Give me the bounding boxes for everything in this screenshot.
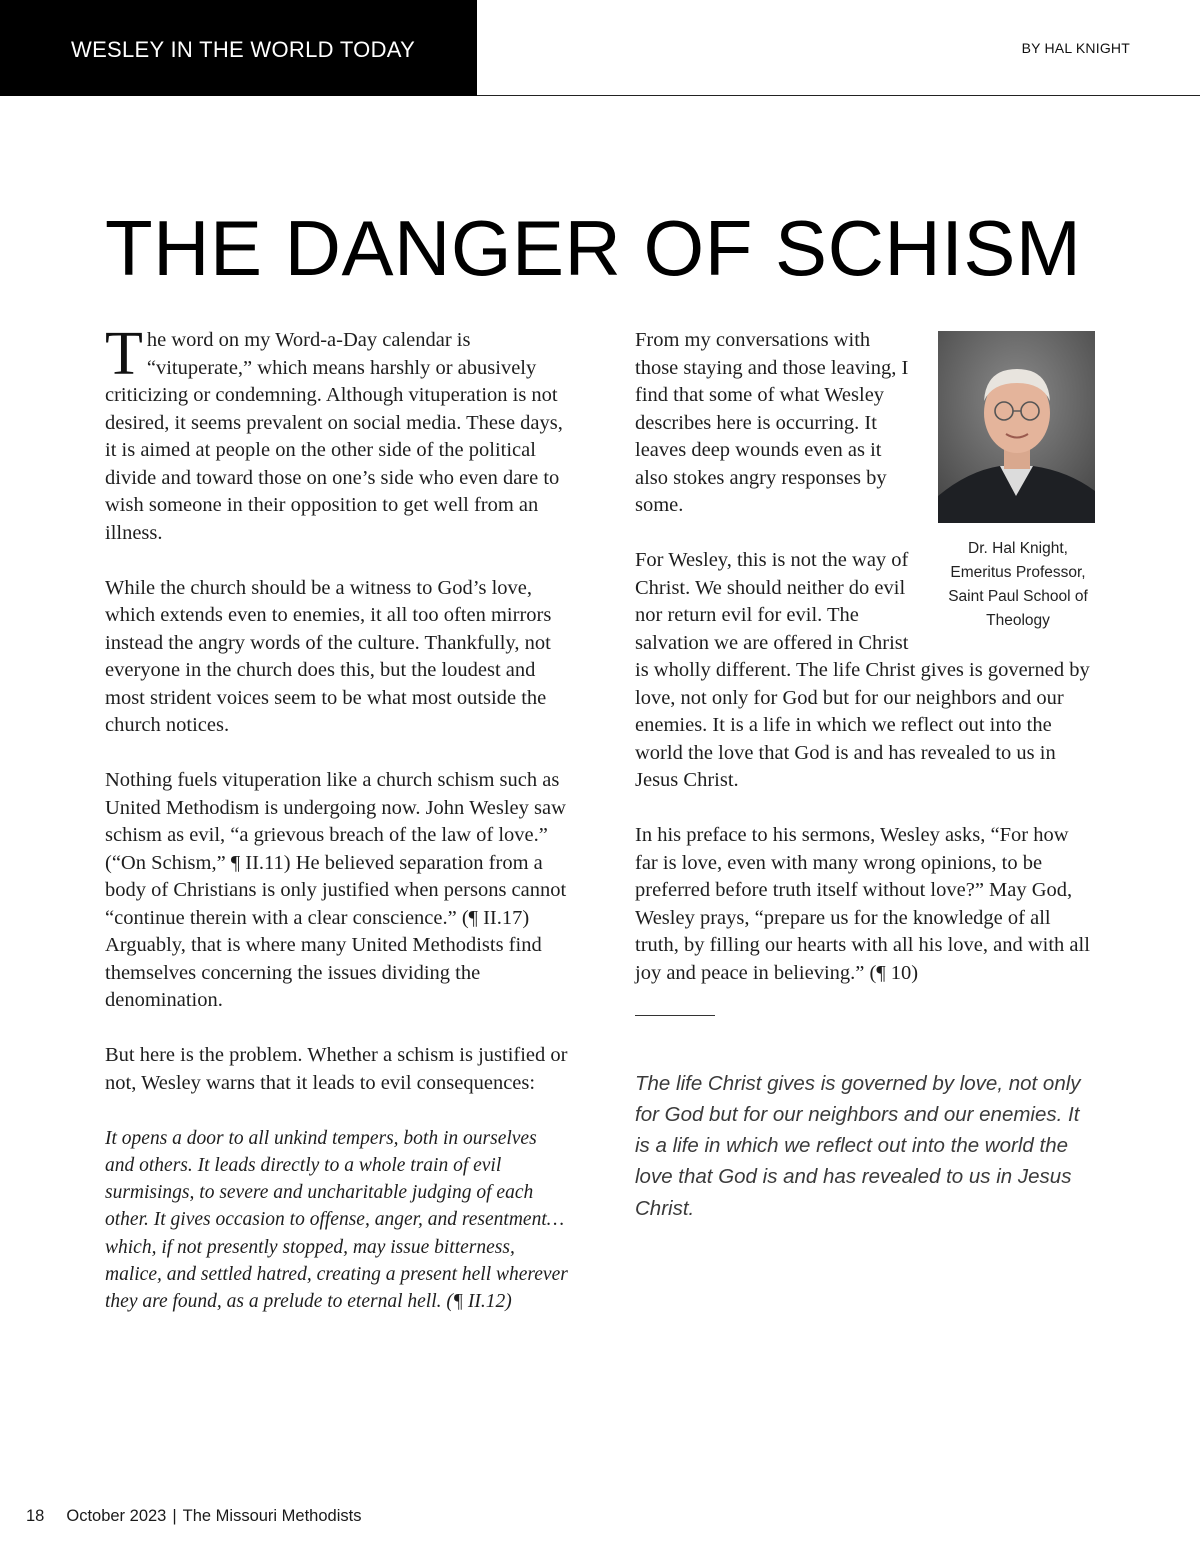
- publication-name: The Missouri Methodists: [182, 1507, 362, 1525]
- photo-caption: Dr. Hal Knight, Emeritus Professor, Saint Paul School of Theology: [948, 540, 1088, 629]
- issue-date: October 2023: [66, 1507, 167, 1525]
- paragraph-intro-text: he word on my Word-a-Day calendar is “vituperate,” which means harshly or abusively criticizing or condemning. Although vituperation is not desired, it seems prevalent on social media. These days, it is aimed at people on the other side of the political divide and toward those on one’s side who even dare to wish someone in their opposition to get well from an illness.: [105, 329, 563, 544]
- header-divider: [477, 95, 1200, 96]
- paragraph-5: From my conversations with those staying and those leaving, I find that some of what Wesley describes here is occurring. It leaves deep wounds even as it also stokes angry responses by some.: [635, 329, 909, 516]
- drop-cap: T: [105, 320, 143, 388]
- right-column: [635, 327, 1095, 1251]
- left-column: [105, 320, 570, 1343]
- paragraph-7: In his preface to his sermons, Wesley asks, “For how far is love, even with many wrong opinions, to be preferred before truth itself without love?” May God, Wesley prays, “prepare us for the knowledge of all truth, by filling our hearts with all his love, and with all joy and peace in believing.” (¶ 10): [635, 824, 1090, 984]
- section-label: WESLEY IN THE WORLD TODAY: [0, 0, 477, 96]
- paragraph-3: Nothing fuels vituperation like a church schism such as United Methodism is undergoing now. John Wesley saw schism as evil, “a grievous breach of the law of love.” (“On Schism,” ¶ II.11) He believed separation from a body of Christians is only justified when persons cannot “continue therein with a clear conscience.” (¶ II.17) Arguably, that is where many United Methodists find themselves concerning the issues dividing the denomination.: [105, 769, 567, 1011]
- paragraph-4: But here is the problem. Whether a schism is justified or not, Wesley warns that it leads to evil consequences:: [105, 1044, 568, 1094]
- author-photo-block: [935, 331, 1095, 633]
- footer-separator: |: [172, 1507, 177, 1525]
- page-footer: [26, 1507, 361, 1526]
- author-photo: [938, 331, 1095, 523]
- author-portrait-image: [938, 331, 1095, 523]
- byline: BY HAL KNIGHT: [1021, 40, 1130, 56]
- paragraph-2: While the church should be a witness to God’s love, which extends even to enemies, it all too often mirrors instead the angry words of the culture. Thankfully, not everyone in the church does this, but the loudest and most strident voices seem to be what most outside the church notices.: [105, 576, 552, 736]
- article-title: THE DANGER OF SCHISM: [105, 204, 1082, 292]
- pull-quote: The life Christ gives is governed by love, not only for God but for our neighbors and our enemies. It is a life in which we reflect out into the world the love that God is and has revealed to us in Jesus Christ.: [635, 1071, 1081, 1220]
- page-number: 18: [26, 1507, 45, 1525]
- pullquote-divider: [635, 1015, 715, 1016]
- block-quote: It opens a door to all unkind tempers, both in ourselves and others. It leads directly to a whole train of evil surmisings, to severe and uncharitable judging of each other. It gives occasion to offense, anger, and resentment…which, if not presently stopped, may issue bitterness, malice, and settled hatred, creating a present hell wherever they are found, as a prelude to eternal hell. (¶ II.12): [105, 1127, 568, 1313]
- paragraph-intro: [105, 320, 570, 547]
- paragraph-6: For Wesley, this is not the way of Christ. We should neither do evil nor return evil for evil. The salvation we are offered in Christ is wholly different. The life Christ gives is governed by love, not only for God but for our neighbors and our enemies. It is a life in which we reflect out into the world the love that God is and has revealed to us in Jesus Christ.: [635, 549, 1090, 791]
